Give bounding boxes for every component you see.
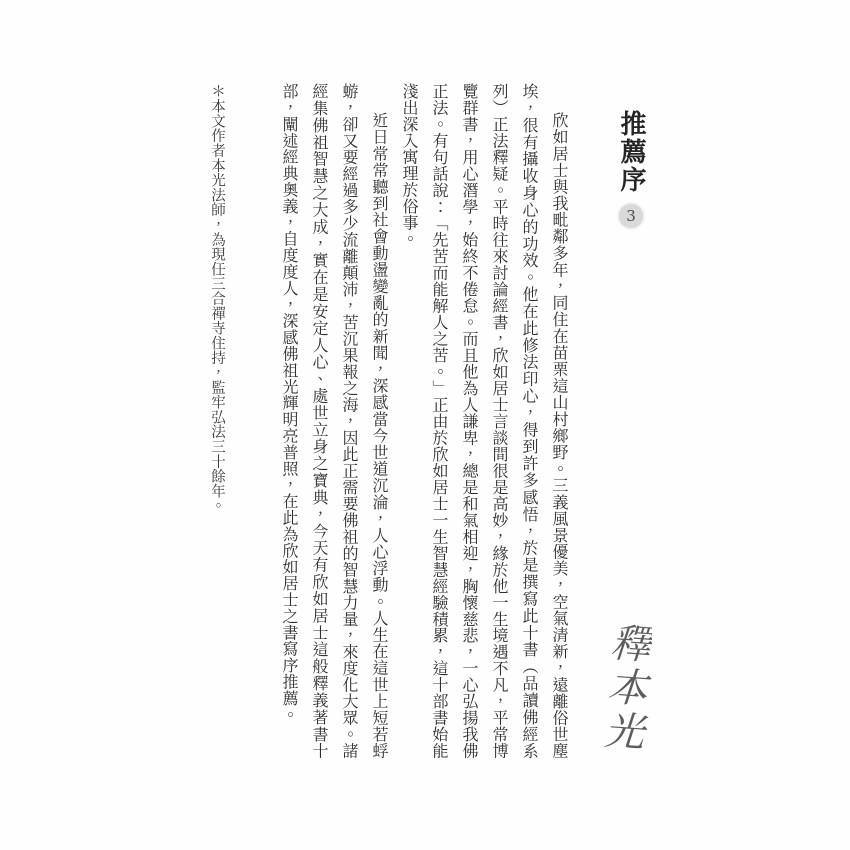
signature-handwritten: 釋本光 <box>596 620 652 756</box>
page-number-badge <box>619 204 643 228</box>
page-number: 3 <box>626 207 636 225</box>
title-column <box>612 110 650 228</box>
page-title: 推薦序 <box>616 110 646 194</box>
footnote: ＊本文作者本光法師，為現任三合禪寺住持，監牢弘法三十餘年。 <box>209 84 225 514</box>
paragraph-1: 欣如居士與我毗鄰多年，同住在苗栗這山村鄉野。三義風景優美，空氣清新，遠離俗世塵埃，很有攝收身心的功效。他在此修法印心，得到許多感悟，於是撰寫此十書（品讀佛經系列）正法釋疑。平時往來討論經書，欣如居士言談間很是高妙，緣於他一生境遇不凡，平常博覽群書，用心潛學，始終不倦怠。而且他為人謙卑，總是和氣相迎，胸懷慈悲，一心弘揚我佛正法。有句話說：「先苦而能解人之苦。」正由於欣如居士一生智慧經驗積累，這十部書始能淺出深入寓理於俗事。 <box>400 83 569 759</box>
paragraph-2: 近日常常聽到社會動盪變亂的新聞，深感當今世道沉淪，人心浮動。人生在這世上短若蜉蝣，卻又要經過多少流離顛沛，苦沉果報之海，因此正需要佛祖的智慧力量，來度化大眾。諸經集佛祖智慧之大成，實在是安定人心、處世立身之寶典，今天有欣如居士這般釋義著書十部，闡述經典奧義，自度度人，深感佛祖光輝明亮普照，在此為欣如居士之書寫序推薦。 <box>280 83 389 759</box>
preface-body <box>274 83 574 759</box>
